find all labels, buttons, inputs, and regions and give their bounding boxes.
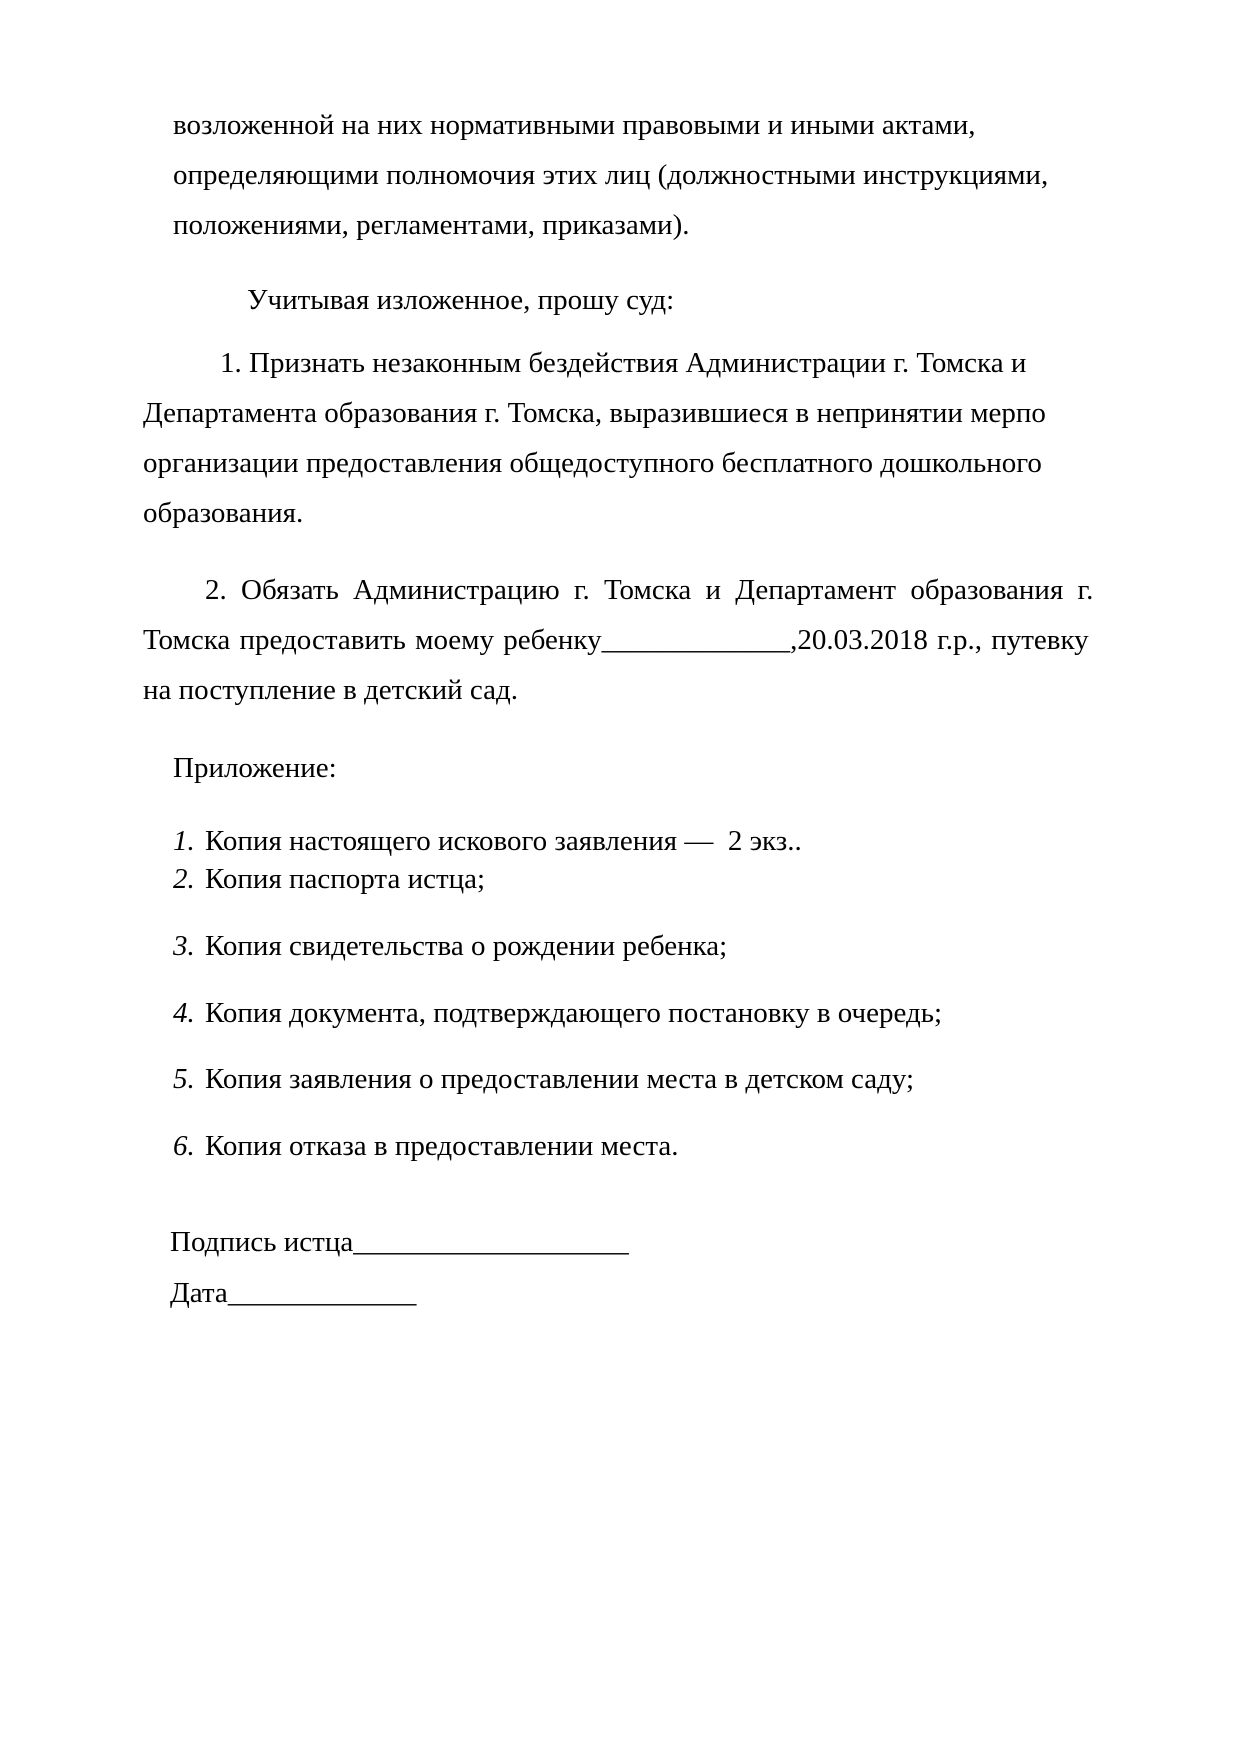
claim-2-line-3: на поступление в детский сад. (143, 674, 519, 706)
attachment-item-3-number: 3. (173, 930, 195, 962)
date-line-label: Дата (170, 1277, 228, 1309)
date-line (170, 1275, 416, 1311)
date-line-underline: _____________ (227, 1277, 417, 1309)
attachment-item-1-text: Копия настоящего искового заявления — 2 экз.. (205, 825, 802, 857)
claim-1-line-1: 1. Признать незаконным бездействия Администрации г. Томска и (220, 347, 1027, 379)
attachment-item-3 (173, 928, 727, 964)
attachment-item-2-text: Копия паспорта истца; (205, 863, 486, 895)
attachment-item-6-number: 6. (173, 1130, 195, 1162)
attachment-item-6-text: Копия отказа в предоставлении места. (205, 1130, 679, 1162)
attachment-item-4 (173, 995, 942, 1031)
claim-1-line-3: организации предоставления общедоступного бесплатного дошкольного (143, 447, 1042, 479)
attachment-item-1 (173, 823, 802, 859)
attachments-title: Приложение: (173, 752, 337, 784)
claim-2-line-2: Томска предоставить моему ребенку_____________,20.03.2018 г.р., путевку (143, 624, 1089, 656)
signature-line-label: Подпись истца (170, 1226, 354, 1258)
attachment-item-5 (173, 1061, 914, 1097)
continuation-line-2: определяющими полномочия этих лиц (должностными инструкциями, (173, 159, 1049, 191)
signature-line (170, 1224, 629, 1260)
attachment-item-2 (173, 861, 485, 897)
signature-line-underline: ___________________ (353, 1226, 629, 1258)
attachment-item-4-text: Копия документа, подтверждающего постановку в очередь; (205, 997, 943, 1029)
attachment-item-2-number: 2. (173, 863, 195, 895)
attachment-item-5-text: Копия заявления о предоставлении места в детском саду; (205, 1063, 915, 1095)
attachment-item-1-number: 1. (173, 825, 195, 857)
attachment-item-6 (173, 1128, 679, 1164)
claim-2-line-1: 2. Обязать Администрацию г. Томска и Департамент образования г. (205, 574, 1094, 606)
continuation-line-3: положениями, регламентами, приказами). (173, 209, 690, 241)
attachment-item-4-number: 4. (173, 997, 195, 1029)
claim-1-line-2: Департамента образования г. Томска, выразившиеся в непринятии мерпо (143, 397, 1046, 429)
attachment-item-5-number: 5. (173, 1063, 195, 1095)
request-intro: Учитывая изложенное, прошу суд: (247, 284, 675, 316)
attachment-item-3-text: Копия свидетельства о рождении ребенка; (205, 930, 728, 962)
continuation-line-1: возложенной на них нормативными правовыми и иными актами, (173, 109, 976, 141)
claim-1-line-4: образования. (143, 497, 304, 529)
